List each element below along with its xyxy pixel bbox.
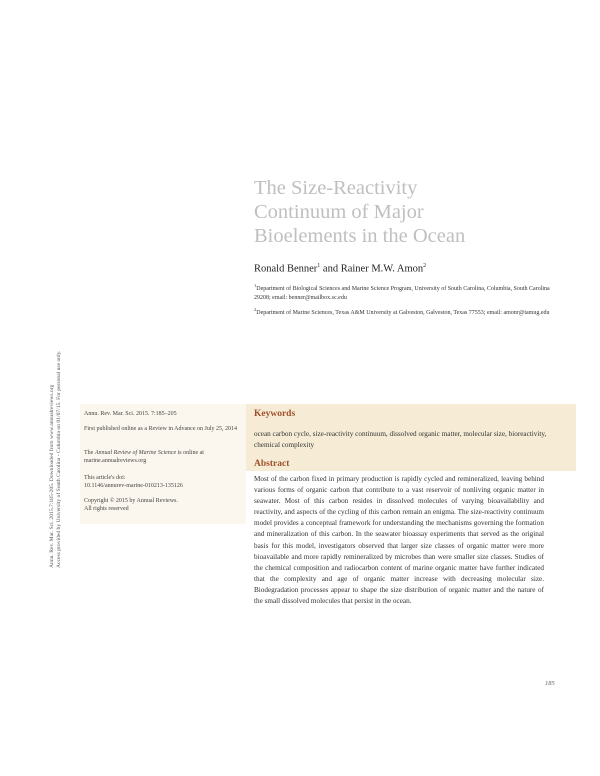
- download-notice-line-1: Annu. Rev. Mar. Sci. 2015.7:185-205. Downloaded from www.annualreviews.org: [49, 384, 55, 568]
- copyright: Copyright © 2015 by Annual Reviews.: [84, 498, 178, 504]
- author-connector: and: [320, 263, 341, 275]
- first-published: First published online as a Review in Advance on July 25, 2014: [84, 426, 237, 432]
- download-notice-line-2: Access provided by University of South Carolina - Columbia on 01/07/15. For personal use only.: [56, 350, 62, 568]
- affiliation-2-mark: 2: [254, 307, 257, 312]
- affiliation-1-text: Department of Biological Sciences and Marine Science Program, University of South Carolina, Columbia, South Carolina 29208; email: benner@mailbox.sc.edu: [254, 286, 550, 301]
- author-1-name: Ronald Benner: [254, 263, 318, 275]
- abstract-text: Most of the carbon fixed in primary production is rapidly cycled and remineralized, leaving behind various forms of organic carbon that contribute to a vast reservoir of nonliving organic matter in seawater. Most of this carbon resides in dissolved molecules of varying bioavailability and reactivity, and aspects of the cycling of this carbon remain an enigma. The size-reactivity continuum model provides a conceptual framework for understanding the mechanisms governing the formation and mineralization of this carbon. In the seawater bioassay experiments that served as the original basis for this model, investigators observed that larger size classes of organic matter were more bioavailable and more rapidly remineralized by microbes than were smaller size classes. Studies of the chemical composition and radiocarbon content of marine organic matter have further indicated that the complexity and age of organic matter increase with decreasing molecular size. Biodegradation processes appear to shape the size distribution of organic matter and the nature of the small dissolved molecules that persist in the ocean.: [254, 475, 544, 606]
- affiliation-2-text: Department of Marine Sciences, Texas A&M University at Galveston, Galveston, Texas 77553; email: amonr@tamug.edu: [256, 310, 550, 316]
- journal-online-note: [84, 449, 239, 465]
- affiliation-1-mark: 1: [254, 283, 257, 288]
- doi-link[interactable]: 10.1146/annurev-marine-010213-135126: [84, 483, 183, 489]
- title-line-3: Bioelements in the Ocean: [254, 225, 466, 247]
- title-line-1: The Size-Reactivity: [254, 177, 418, 199]
- author-2-mark: 2: [423, 263, 427, 269]
- affiliation-2: [254, 306, 554, 318]
- affiliation-1: [254, 282, 554, 302]
- doi-label: This article's doi:: [84, 475, 126, 481]
- title-line-2: Continuum of Major: [254, 201, 424, 223]
- citation: Annu. Rev. Mar. Sci. 2015. 7:185–205: [84, 411, 177, 417]
- download-notice: [49, 238, 61, 568]
- keywords-text: ocean carbon cycle, size-reactivity continuum, dissolved organic matter, molecular size, bioreactivity, chemical complexity: [254, 430, 547, 449]
- author-2-name: Rainer M.W. Amon: [340, 263, 424, 275]
- article-title: [254, 176, 554, 248]
- journal-name: Annual Review of Marine Science: [94, 450, 177, 456]
- abstract-heading: Abstract: [254, 459, 290, 469]
- page-number: 185: [545, 680, 555, 687]
- author-list: [254, 263, 426, 275]
- abstract-heading-band: [246, 461, 576, 471]
- journal-suffix: is online at marine.annualreviews.org: [84, 450, 204, 464]
- author-1-mark: 1: [317, 263, 321, 269]
- journal-prefix: The: [84, 450, 95, 456]
- rights: All rights reserved: [84, 506, 129, 512]
- keywords-heading: Keywords: [254, 409, 296, 419]
